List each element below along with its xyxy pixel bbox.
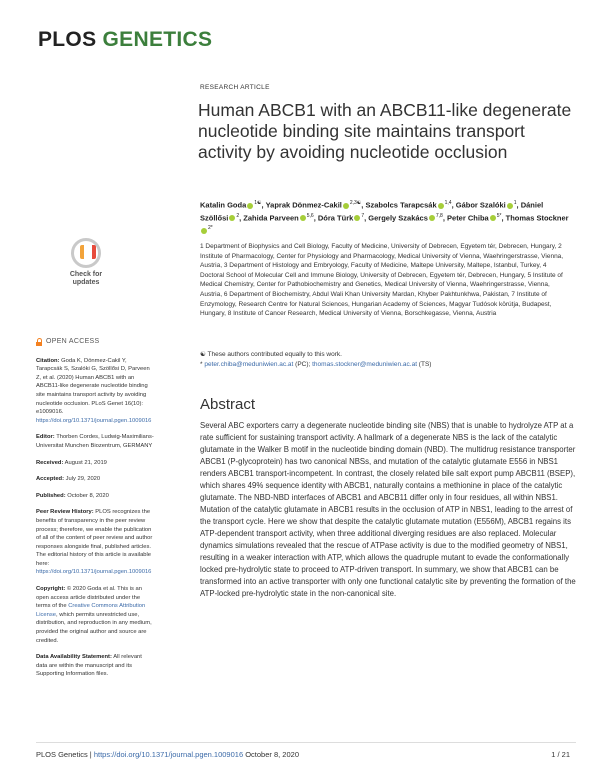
author-affiliation-marker: 2 bbox=[236, 212, 240, 219]
open-lock-icon bbox=[36, 338, 43, 346]
footer-doi-link[interactable]: https://doi.org/10.1371/journal.pgen.1009016 bbox=[93, 750, 244, 759]
data-availability-label: Data Availability Statement: bbox=[36, 654, 112, 661]
check-updates-label: Check for updates bbox=[69, 271, 103, 286]
license-link[interactable]: Creative Commons Attribution License bbox=[36, 603, 146, 618]
open-access-label bbox=[36, 338, 154, 347]
orcid-icon[interactable] bbox=[507, 203, 513, 209]
orcid-icon[interactable] bbox=[438, 203, 444, 209]
orcid-icon[interactable] bbox=[247, 203, 253, 209]
footer-journal: PLOS Genetics bbox=[36, 750, 88, 759]
accepted-label: Accepted: bbox=[36, 476, 65, 483]
author-name[interactable]: Katalin Goda bbox=[200, 200, 247, 210]
orcid-icon[interactable] bbox=[201, 228, 207, 234]
author-affiliation-marker: 7 bbox=[361, 212, 365, 219]
author-affiliation-marker: 2* bbox=[208, 225, 213, 231]
accepted-block bbox=[36, 475, 154, 484]
peer-review-text: PLOS recognizes the benefits of transparency in the peer review process; therefore, we enable the publication of all of the content of peer review and author responses alongside final, published articles. The editorial history of this article is available here: bbox=[36, 509, 153, 567]
orcid-icon[interactable] bbox=[343, 203, 349, 209]
published-block bbox=[36, 492, 154, 501]
published-date: October 8, 2020 bbox=[65, 492, 109, 499]
citation-label: Citation: bbox=[36, 357, 60, 364]
check-updates-icon bbox=[71, 238, 101, 268]
citation-block bbox=[36, 357, 154, 426]
published-label: Published: bbox=[36, 492, 66, 499]
orcid-icon[interactable] bbox=[229, 215, 235, 221]
author-name[interactable]: Yaprak Dönmez-Cakil bbox=[265, 200, 342, 210]
citation-text: Goda K, Dönmez-Cakil Y, Tarapcsák S, Szalóki G, Szöllősi D, Parveen Z, et al. (2020) Human ABCB1 with an ABCB11-like degenerate nucleotide binding site maintains transport activity by avoiding nucleotide occlusion. PLoS Genet 16(10): e1009016. bbox=[36, 357, 150, 416]
orcid-icon[interactable] bbox=[354, 215, 360, 221]
received-date: August 21, 2019 bbox=[63, 459, 107, 466]
author-affiliation-marker: 5* bbox=[496, 212, 502, 219]
affiliations: 1 Department of Biophysics and Cell Biology, Faculty of Medicine, University of Debrecen, Egyetem tér, Debrecen, Hungary, 2 Institute of Pharmacology, Center for Physiology and Pharmacology, Medical University of Vienna, Waehringerstrasse, Vienna, Austria, 3 Department of Histology and Embryology, Faculty of Medicine, Maltepe University, Maltepe, Istanbul, Turkey, 4 Doctoral School of Molecular Cell and Immune Biology, University of Debrecen, Egyetem tér, Debrecen, Hungary, 5 Institute of Medical Chemistry, Center for Pathobiochemistry and Genetics, Medical University of Vienna, Waehringerstrasse, Vienna, Austria, 6 Department of Biochemistry, Abdul Wali Khan University Mardan, Khyber Pakhtunkhwa, Pakistan, 7 Institute of Enzymology, Research Centre for Natural Sciences, Hungarian Academy of Sciences, Magyar Tudósok körútja, Budapest, Hungary, 8 Institute of Cancer Research, Medical University of Vienna, Borschkegasse, Vienna, Austria bbox=[200, 243, 564, 318]
author-affiliation-marker: 5,6 bbox=[306, 212, 314, 219]
abstract-text: Several ABC exporters carry a degenerate nucleotide binding site (NBS) that is unable to hydrolyze ATP at a rate sufficient for sustaining transport activity. A hallmark of a degenerate NBS is the lack of the catalytic glutamate in the Walker B motif in the nucleotide binding domain (NBD). The multidrug resistance transporter ABCB1 (P-glycoprotein) has two canonical NBSs, and mutation of the catalytic glutamate E556 in NBS1 renders ABCB1 transport-incompetent. In contrast, the closely related bile salt export pump ABCB11 (BSEP), which shares 49% sequence identity with ABCB1, naturally contains a methionine in place of the catalytic glutamate. The NBD-NBD interfaces of ABCB1 and ABCB11 differ only in four residues, all within NBS1. Mutation of the catalytic glutamate in ABCB1 results in the occlusion of ATP in NBS1, leading to the arrest of the transport cycle. Here we show that despite the catalytic glutamate mutation (E556M), ABCB1 regains its ATP-dependent transport activity, when three additional diverging residues are also replaced. Molecular dynamics simulations revealed that the rescue of ATPase activity is due to the modified geometry of NBS1, resulting in a weaker interaction with ATP, which allows the quadruple mutant to evade the conformationally locked pre-hydrolytic state to proceed to ATP-driven transport. In summary, we show that ABCB1 can be transformed into an active transporter with only one functional catalytic site by preventing the formation of the ATP-locked pre-hydrolytic state in the non-canonical site. bbox=[200, 421, 576, 598]
email-suffix-chiba: (PC); bbox=[293, 360, 313, 368]
author-name[interactable]: Zahida Parveen bbox=[243, 213, 299, 222]
footer-separator: | bbox=[87, 750, 94, 759]
orcid-icon[interactable] bbox=[490, 215, 496, 221]
author-name[interactable]: Peter Chiba bbox=[447, 213, 489, 222]
author-name[interactable]: Gábor Szalóki bbox=[455, 200, 506, 210]
abstract-heading: Abstract bbox=[200, 396, 256, 413]
footer-divider bbox=[36, 742, 576, 743]
editor-block bbox=[36, 433, 154, 450]
editor-label: Editor: bbox=[36, 434, 55, 441]
author-affiliation-marker: 1,4 bbox=[444, 200, 452, 206]
email-link-chiba[interactable]: peter.chiba@meduniwien.ac.at bbox=[204, 360, 294, 368]
orcid-icon[interactable] bbox=[300, 215, 306, 221]
author-name[interactable]: Szabolcs Tarapcsák bbox=[365, 200, 437, 210]
editor-text: Thorben Cordes, Ludwig-Maximilians-Universitat Munchen Biozentrum, GERMANY bbox=[36, 434, 154, 449]
journal-logo-plos: PLOS bbox=[38, 28, 97, 51]
correspondence-prefix: * bbox=[200, 360, 205, 368]
article-title: Human ABCB1 with an ABCB11-like degenerate nucleotide binding site maintains transport activity by avoiding nucleotide occlusion bbox=[198, 100, 572, 162]
citation-doi-link[interactable]: https://doi.org/10.1371/journal.pgen.1009016 bbox=[36, 417, 152, 424]
check-for-updates-badge[interactable] bbox=[66, 238, 106, 292]
author-name[interactable]: Thomas Stockner bbox=[505, 213, 569, 222]
author-name[interactable]: Gergely Szakács bbox=[368, 213, 428, 222]
email-suffix-stockner: (TS) bbox=[417, 360, 432, 368]
author-affiliation-marker: 1☯ bbox=[254, 200, 262, 206]
author-name[interactable]: Dóra Türk bbox=[317, 213, 354, 222]
article-info-column bbox=[36, 338, 154, 687]
article-type: RESEARCH ARTICLE bbox=[200, 84, 270, 91]
copyright-label: Copyright: bbox=[36, 586, 66, 593]
orcid-icon[interactable] bbox=[429, 215, 435, 221]
accepted-date: July 29, 2020 bbox=[64, 476, 101, 483]
page-footer bbox=[36, 750, 570, 759]
received-block bbox=[36, 459, 154, 468]
journal-logo-genetics: GENETICS bbox=[102, 28, 213, 51]
received-label: Received: bbox=[36, 459, 64, 466]
data-availability-block bbox=[36, 653, 154, 679]
author-affiliation-marker: 7,8 bbox=[435, 212, 443, 219]
author-name[interactable]: Dániel Szöllősi bbox=[200, 200, 544, 222]
journal-logo[interactable] bbox=[38, 28, 212, 52]
author-affiliation-marker: 1 bbox=[513, 200, 517, 206]
copyright-block bbox=[36, 585, 154, 645]
peer-review-label: Peer Review History: bbox=[36, 509, 94, 516]
author-list: Katalin Goda $^{1☯}$, Yaprak Dönmez-Cakil $^{2,3☯}$, Szabolcs Tarapcsák $^{1,4}$, Gábor Szalóki $^1$, Dániel Szöllősi $^2$, Zahida Parveen $^{5,6}$, Dóra Türk $^7$, Gergely Szakács $^{7,8}$, Peter Chiba $^{5*}$, Thomas Stockner$^{2*}$ bbox=[200, 198, 572, 236]
equal-contribution-note: ☯ These authors contributed equally to this work. bbox=[200, 351, 342, 358]
copyright-text: © 2020 Goda et al. This is an open access article distributed under the terms of the bbox=[36, 586, 142, 610]
peer-review-link[interactable]: https://doi.org/10.1371/journal.pgen.1009016 bbox=[36, 569, 152, 576]
email-link-stockner[interactable]: thomas.stockner@meduniwien.ac.at bbox=[312, 360, 417, 368]
footer-date: October 8, 2020 bbox=[243, 750, 299, 759]
data-availability-text: All relevant data are within the manuscript and its Supporting Information files. bbox=[36, 654, 142, 678]
open-access-text: OPEN ACCESS bbox=[46, 338, 100, 345]
correspondence-note bbox=[200, 360, 572, 370]
author-notes bbox=[200, 350, 572, 369]
author-affiliation-marker: 2,3☯ bbox=[349, 200, 362, 206]
peer-review-block bbox=[36, 508, 154, 577]
page-number: 1 / 21 bbox=[551, 750, 570, 759]
copyright-text-end: , which permits unrestricted use, distribution, and reproduction in any medium, provided the original author and source are credited. bbox=[36, 611, 152, 644]
